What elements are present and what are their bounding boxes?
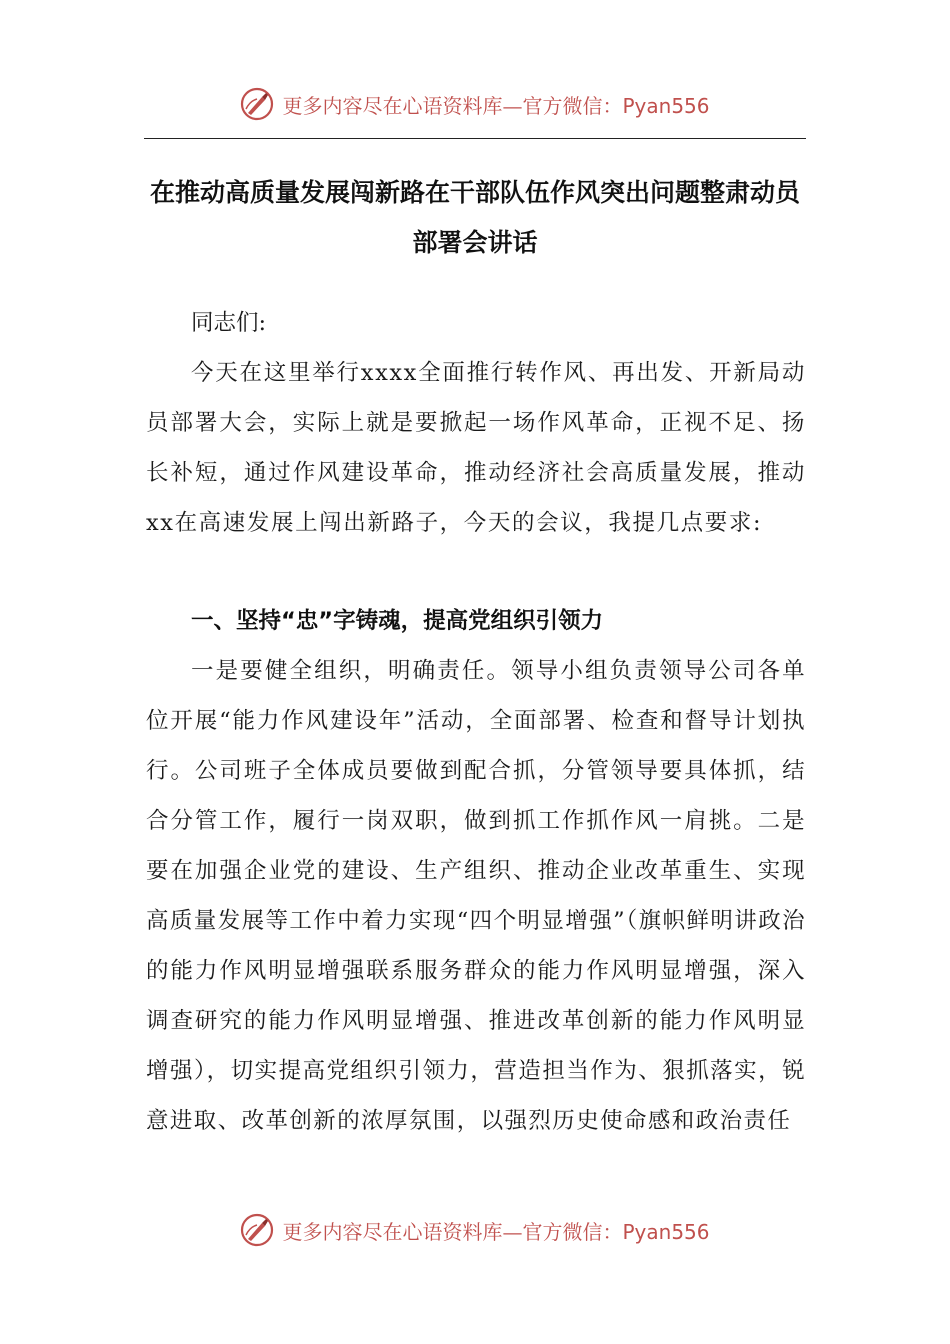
watermark-wechat-id: Pyan556: [622, 1219, 710, 1244]
watermark-banner-top: [0, 84, 950, 124]
watermark-site-text: 更多内容尽在心语资料库: [282, 1219, 503, 1244]
pen-logo-icon: [240, 1213, 274, 1247]
watermark-dash: —: [502, 93, 523, 118]
watermark-wechat-label: 官方微信：: [522, 1219, 623, 1244]
pen-logo-icon: [240, 87, 274, 121]
document-title: 在推动高质量发展闯新路在干部队伍作风突出问题整肃动员部署会讲话: [149, 178, 800, 257]
intro-paragraph: 今天在这里举行xxxx全面推行转作风、再出发、开新局动员部署大会，实际上就是要掀起一场作风革命，正视不足、扬长补短，通过作风建设革命，推动经济社会高质量发展，推动xx在高速发展上闯出新路子，今天的会议，我提几点要求:: [146, 360, 806, 536]
watermark-dash: —: [502, 1219, 523, 1244]
section-1-paragraph: 一是要健全组织，明确责任。领导小组负责领导公司各单位开展“能力作风建设年”活动，全面部署、检查和督导计划执行。公司班子全体成员要做到配合抓，分管领导要具体抓，结合分管工作，履行一岗双职，做到抓工作抓作风一肩挑。二是要在加强企业党的建设、生产组织、推动企业改革重生、实现高质量发展等工作中着力实现“四个明显增强”（旗帜鲜明讲政治的能力作风明显增强联系服务群众的能力作风明显增强，深入调查研究的能力作风明显增强、推进改革创新的能力作风明显增强），切实提高党组织引领力，营造担当作为、狠抓落实，锐意进取、改革创新的浓厚氛围，以强烈历史使命感和政治责任: [146, 658, 806, 1134]
watermark-text-bottom: [282, 1216, 709, 1245]
section-1-heading: 一、坚持“忠”字铸魂，提高党组织引领力: [191, 608, 604, 634]
watermark-wechat-label: 官方微信：: [522, 93, 623, 118]
watermark-text: [282, 90, 709, 119]
watermark-banner-bottom: [0, 1210, 950, 1250]
header-divider: [144, 138, 806, 139]
greeting: 同志们:: [191, 310, 267, 336]
watermark-wechat-id: Pyan556: [622, 93, 710, 118]
watermark-site-text: 更多内容尽在心语资料库: [282, 93, 503, 118]
